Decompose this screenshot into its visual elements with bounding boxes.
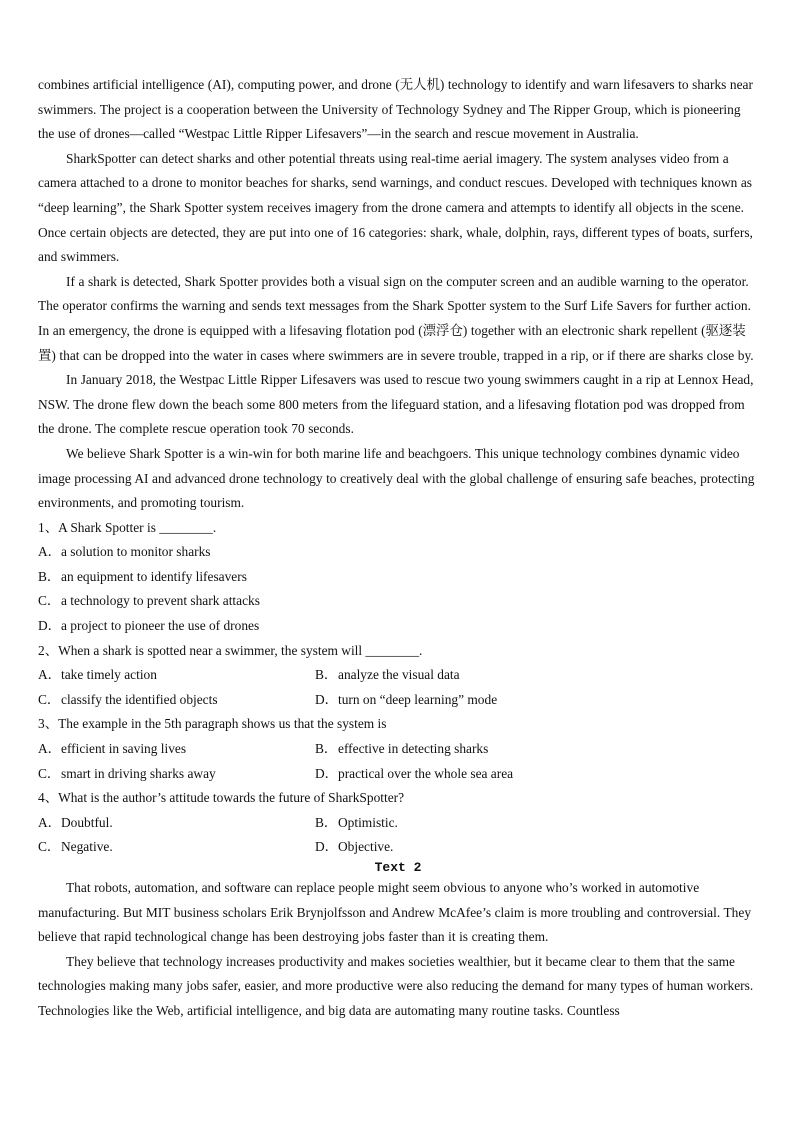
option-letter: A． [38, 814, 62, 830]
passage-1-paragraph-3: If a shark is detected, Shark Spotter provides both a visual sign on the computer screen and an audible warning to the operator. The operator confirms the warning and sends text messages from the Shark Spotter system to the Surf Life Savers for further action. In an emergency, the drone is equipped with a lifesaving flotation pod (漂浮仓) together with an electronic shark repellent (驱逐装置) that can be dropped into the water in cases where swimmers are in severe trouble, trapped in a rip, or if there are sharks close by. [38, 273, 754, 363]
passage-1-paragraph-5: We believe Shark Spotter is a win-win for both marine life and beachgoers. This unique technology combines dynamic video image processing AI and advanced drone technology to creatively deal with the global challenge of ensuring safe beaches, protecting environments, and promoting tourism. [38, 445, 755, 511]
option-text: practical over the whole sea area [338, 765, 514, 781]
question-3-option-a [38, 737, 315, 762]
option-text: take timely action [61, 667, 157, 683]
passage-1-paragraph-2: SharkSpotter can detect sharks and other potential threats using real-time aerial imagery. The system analyses video from a camera attached to a drone to monitor beaches for sharks, send warnings, and conduct rescues. Developed with techniques known as “deep learning”, the Shark Spotter system receives imagery from the drone camera and attempts to identify all objects in the scene. Once certain objects are detected, they are put into one of 16 categories: shark, whale, dolphin, rays, different types of boats, surfers, and swimmers. [38, 150, 753, 265]
question-1-stem: 1、A Shark Spotter is ________. [38, 519, 217, 535]
question-3-options-row-2 [38, 762, 758, 787]
document-page [38, 73, 758, 1024]
option-letter: B． [315, 667, 338, 683]
option-text: Objective. [338, 839, 394, 855]
passage-2 [38, 860, 758, 1024]
question-4-options-row-2 [38, 835, 758, 860]
question-4-options-row-1 [38, 811, 758, 836]
option-letter: B． [38, 568, 61, 584]
option-letter: D． [315, 839, 339, 855]
option-text: a solution to monitor sharks [61, 544, 211, 560]
question-1-option-a [38, 540, 758, 565]
question-4-stem: 4、What is the author’s attitude towards the future of SharkSpotter? [38, 790, 405, 806]
option-text: classify the identified objects [61, 691, 218, 707]
option-letter: D． [315, 691, 339, 707]
question-2-option-b [315, 663, 592, 688]
option-letter: A． [38, 544, 62, 560]
option-letter: B． [315, 814, 338, 830]
question-1-option-d [38, 614, 758, 639]
option-letter: C． [38, 593, 61, 609]
option-text: a technology to prevent shark attacks [61, 593, 260, 609]
option-letter: C． [38, 765, 61, 781]
question-4-option-c [38, 835, 315, 860]
option-letter: C． [38, 691, 61, 707]
option-text: analyze the visual data [338, 667, 460, 683]
question-3-options-row-1 [38, 737, 758, 762]
passage-2-paragraph-2: They believe that technology increases productivity and makes societies wealthier, but it became clear to them that the same technologies making many jobs safer, easier, and more productive were also reducing the demand for many types of human workers. Technologies like the Web, artificial intelligence, and big data are automating many routine tasks. Countless [38, 953, 754, 1018]
passage-2-heading: Text 2 [374, 860, 422, 875]
option-text: effective in detecting sharks [338, 741, 489, 757]
question-4 [38, 786, 758, 860]
passage-2-paragraph-1: That robots, automation, and software can replace people might seem obvious to anyone who’s worked in automotive manufacturing. But MIT business scholars Erik Brynjolfsson and Andrew McAfee’s claim is more troubling and controversial. They believe that rapid technological change has been destroying jobs faster than it is creating them. [38, 880, 752, 945]
passage-1-paragraph-1: combines artificial intelligence (AI), computing power, and drone (无人机) technology to identify and warn lifesavers to sharks near swimmers. The project is a cooperation between the University of Technology Sydney and The Ripper Group, which is pioneering the use of drones—called “Westpac Little Ripper Lifesavers”—in the search and rescue movement in Australia. [38, 77, 753, 142]
option-letter: D． [315, 765, 339, 781]
option-text: smart in driving sharks away [61, 765, 216, 781]
question-3-stem: 3、The example in the 5th paragraph shows us that the system is [38, 716, 387, 732]
question-2-options-row-2 [38, 688, 758, 713]
question-2-option-c [38, 688, 315, 713]
passage-1-paragraph-4: In January 2018, the Westpac Little Ripper Lifesavers was used to rescue two young swimmers caught in a rip at Lennox Head, NSW. The drone flew down the beach some 800 meters from the lifeguard station, and a lifesaving flotation pod was dropped from the drone. The complete rescue operation took 70 seconds. [38, 372, 754, 437]
question-4-option-a [38, 811, 315, 836]
question-3-option-d [315, 762, 592, 787]
option-letter: A． [38, 667, 62, 683]
question-3-option-c [38, 762, 315, 787]
question-2-options-row-1 [38, 663, 758, 688]
question-2-option-d [315, 688, 592, 713]
option-text: a project to pioneer the use of drones [61, 618, 260, 634]
option-letter: C． [38, 839, 61, 855]
question-4-option-b [315, 811, 592, 836]
option-text: Optimistic. [338, 814, 398, 830]
question-2-option-a [38, 663, 315, 688]
option-text: an equipment to identify lifesavers [61, 568, 247, 584]
passage-1 [38, 73, 758, 516]
option-letter: B． [315, 741, 338, 757]
question-2 [38, 639, 758, 713]
question-3 [38, 712, 758, 786]
question-3-option-b [315, 737, 592, 762]
option-text: efficient in saving lives [61, 741, 187, 757]
question-4-option-d [315, 835, 592, 860]
question-1 [38, 516, 758, 639]
option-text: Negative. [61, 839, 113, 855]
option-letter: A． [38, 741, 62, 757]
option-letter: D． [38, 618, 62, 634]
option-text: turn on “deep learning” mode [338, 691, 498, 707]
question-1-option-b [38, 565, 758, 590]
option-text: Doubtful. [61, 814, 113, 830]
question-2-stem: 2、When a shark is spotted near a swimmer, the system will ________. [38, 642, 423, 658]
question-1-option-c [38, 589, 758, 614]
